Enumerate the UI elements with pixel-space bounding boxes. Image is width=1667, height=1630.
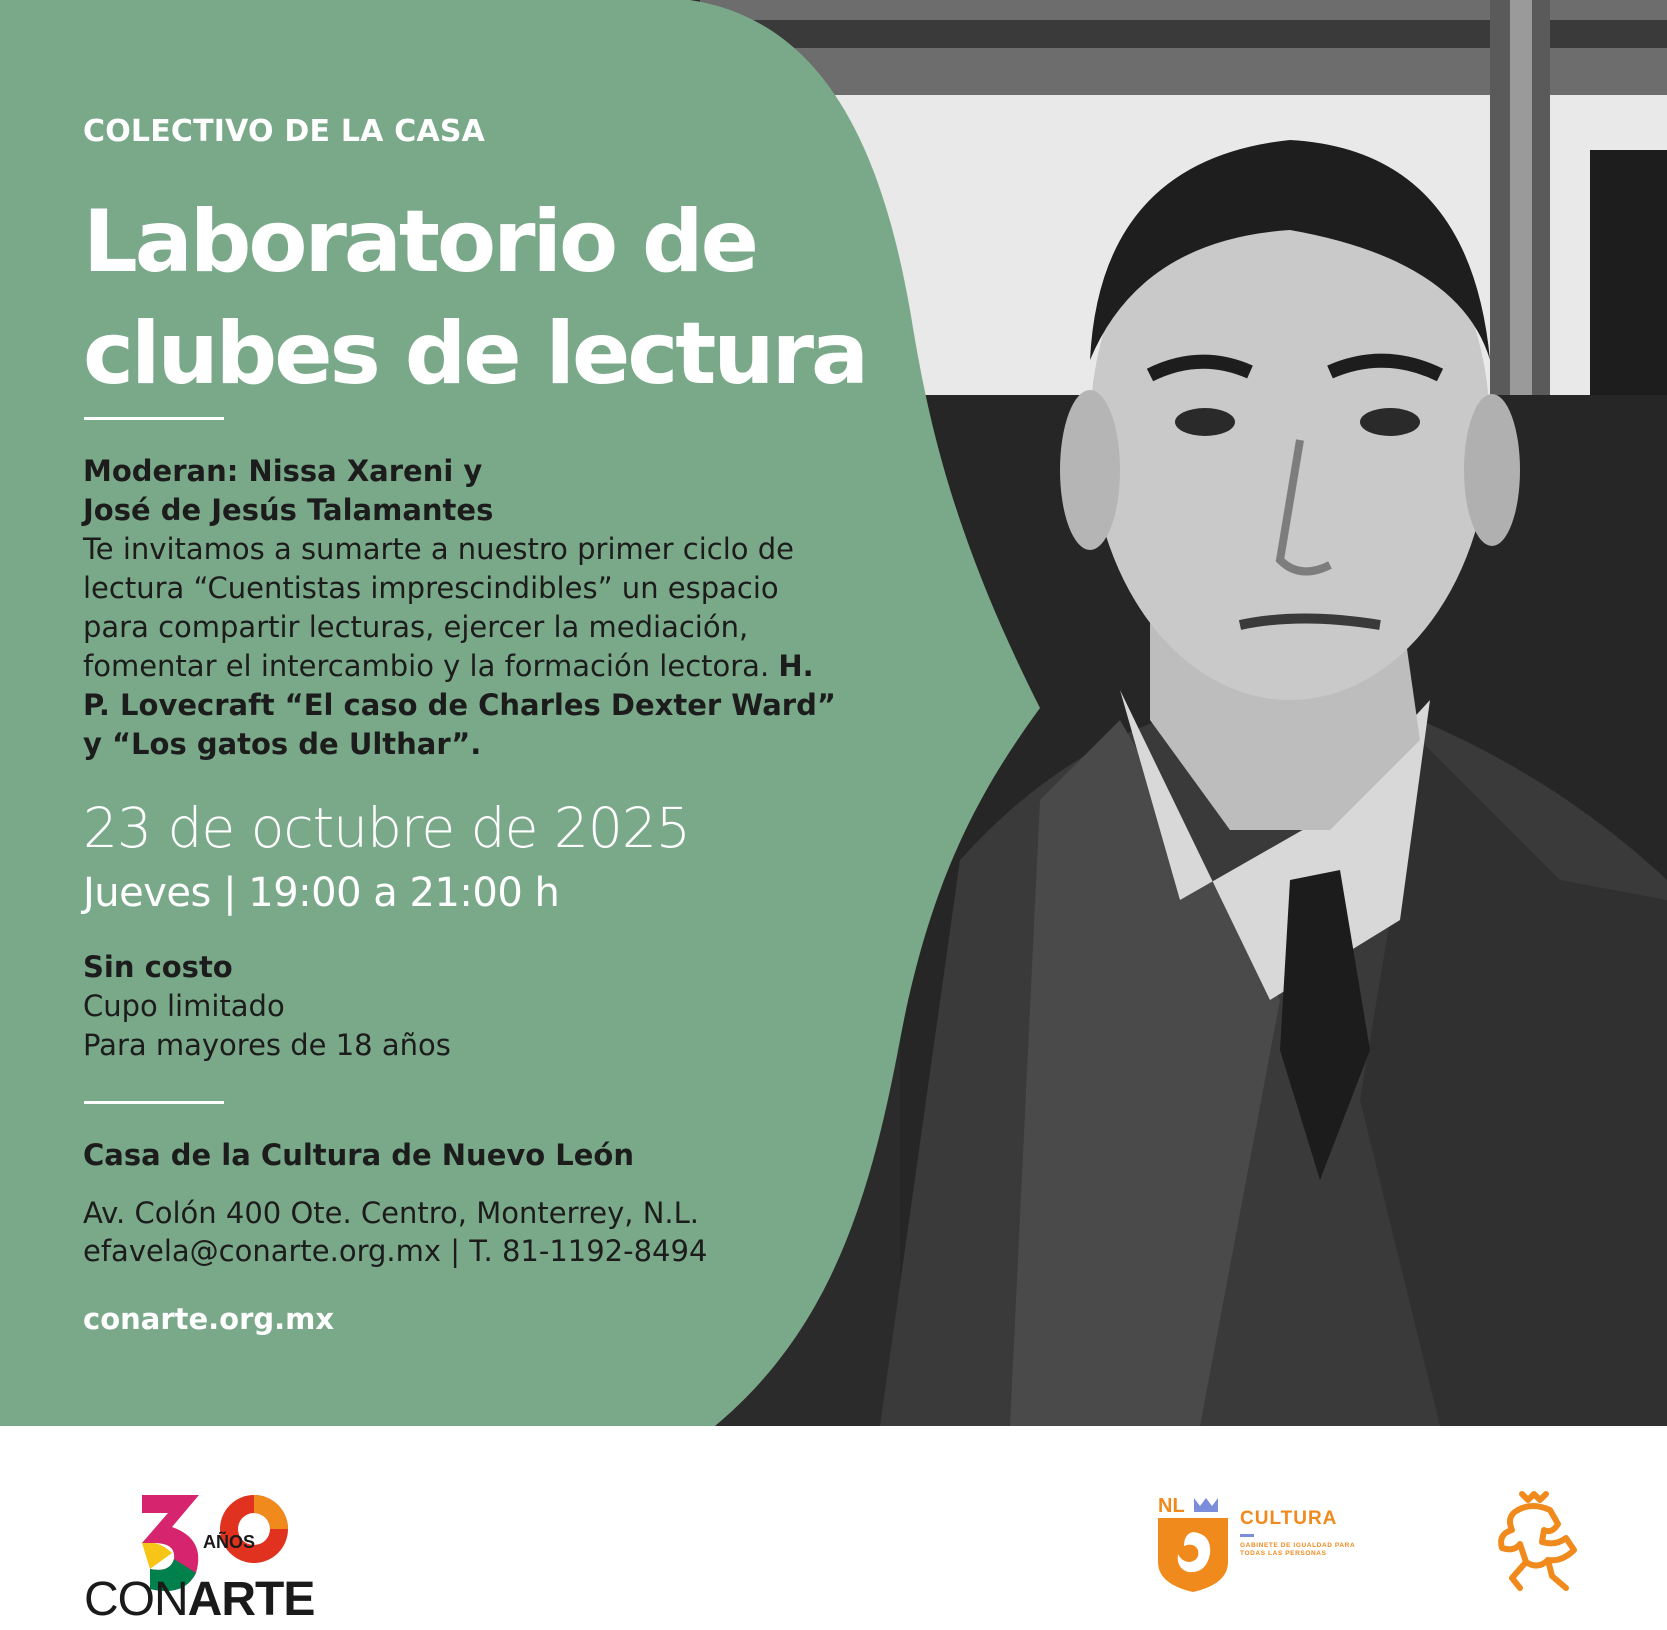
cost-label: Sin costo — [83, 950, 233, 984]
divider-top — [84, 417, 224, 420]
cultura-label: CULTURA — [1240, 1508, 1338, 1529]
description-bold-tail: H. P. Lovecraft “El caso de Charles Dexter Ward” y “Los gatos de Ulthar”. — [83, 649, 836, 761]
lion-emblem-logo — [1492, 1490, 1582, 1594]
event-title — [83, 186, 866, 410]
age-label: Para mayores de 18 años — [83, 1028, 451, 1062]
gabinete-label: GABINETE DE IGUALDAD PARA TODAS LAS PERSONAS — [1240, 1542, 1356, 1557]
conarte-years-label: AÑOS — [203, 1532, 256, 1552]
nl-mark: NL — [1158, 1495, 1185, 1517]
website-link[interactable]: conarte.org.mx — [83, 1302, 335, 1336]
conarte-arte: ARTE — [187, 1573, 315, 1626]
event-date: 23 de octubre de 2025 — [83, 796, 690, 860]
moderators-line-2: José de Jesús Talamantes — [83, 493, 494, 527]
cultura-accent — [1240, 1534, 1254, 1537]
event-day-time: Jueves | 19:00 a 21:00 h — [83, 870, 560, 916]
moderators-line-1: Moderan: Nissa Xareni y — [83, 454, 483, 488]
description-text: Te invitamos a sumarte a nuestro primer ciclo de lectura “Cuentistas imprescindibles” un espacio para compartir lecturas, ejercer la mediación, fomentar el intercambio y la formación lectora. — [83, 532, 794, 683]
title-line-1: Laboratorio de — [83, 192, 756, 292]
venue-address: Av. Colón 400 Ote. Centro, Monterrey, N.L. — [83, 1196, 700, 1230]
venue-details — [83, 1194, 707, 1270]
nl-shield-logo — [1156, 1492, 1232, 1592]
event-kicker: COLECTIVO DE LA CASA — [83, 114, 486, 149]
conarte-con: CON — [84, 1573, 188, 1626]
title-line-2: clubes de lectura — [83, 304, 867, 404]
venue-name: Casa de la Cultura de Nuevo León — [83, 1138, 634, 1172]
divider-bottom — [84, 1101, 224, 1104]
event-description — [83, 452, 843, 764]
venue-contact[interactable]: efavela@conarte.org.mx | T. 81-1192-8494 — [83, 1234, 708, 1268]
capacity-label: Cupo limitado — [83, 989, 285, 1023]
event-conditions — [83, 948, 451, 1065]
conarte-wordmark — [84, 1572, 314, 1627]
